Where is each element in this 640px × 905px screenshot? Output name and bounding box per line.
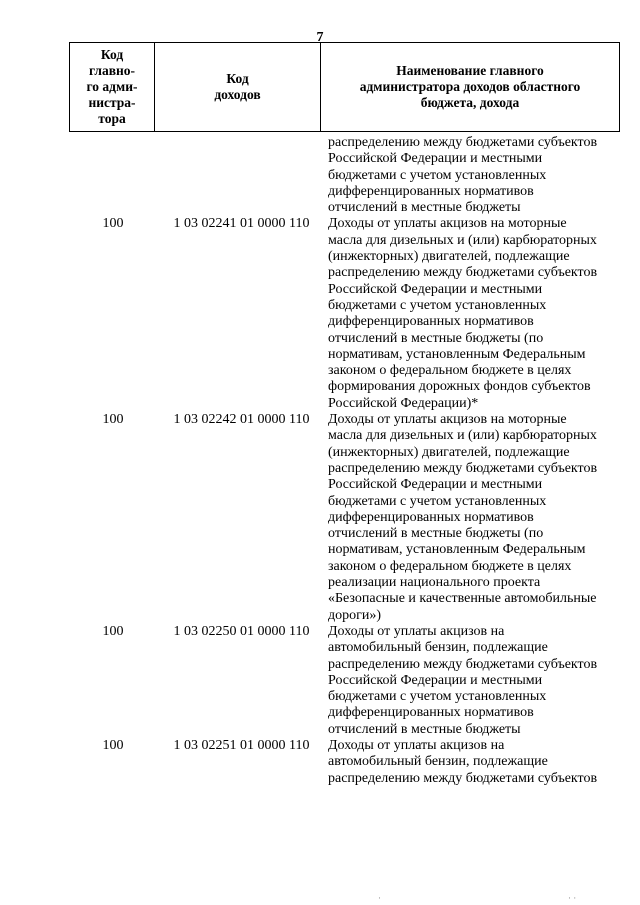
text-line: отчислений в местные бюджеты (по [328,526,544,542]
text-line: автомобильный бензин, подлежащие [328,754,548,770]
admin-code-cell [69,135,157,216]
income-code-cell [157,135,326,216]
text-line: Российской Федерации и местными [328,281,543,297]
text-line: отчислений в местные бюджеты (по [328,330,544,346]
text-line: дифференцированных нормативов [328,509,534,525]
text-line: распределению между бюджетами субъектов [328,135,598,150]
text-line: законом о федеральном бюджете в целях [328,363,572,379]
text-line: Доходы от уплаты акцизов на моторные [328,216,567,232]
text-line: бюджетами с учетом установленных [328,297,547,313]
text-line: Российской Федерации)* [328,395,479,411]
header-name: Наименование главного администратора доходов областного бюджета, дохода [321,43,620,132]
income-code-cell: 1 03 02242 01 0000 110 [173,412,310,428]
text-line: распределению между бюджетами субъектов [328,656,598,672]
table-row [69,216,618,412]
text-line: масла для дизельных и (или) карбюраторных [328,232,597,248]
table-row [69,412,618,624]
text-line: (инжекторных) двигателей, подлежащие [328,444,570,460]
text-line: Российской Федерации и местными [328,672,543,688]
header-income-code: Код доходов [155,43,321,132]
table-header [69,42,620,132]
scan-artifact: · [378,893,381,903]
page-number: 7 [316,30,324,45]
text-line: автомобильный бензин, подлежащие [328,640,548,656]
text-line: бюджетами с учетом установленных [328,493,547,509]
text-line: Российской Федерации и местными [328,477,543,493]
text-line: (инжекторных) двигателей, подлежащие [328,249,570,265]
text-line: «Безопасные и качественные автомобильные [328,591,597,607]
text-line: распределению между бюджетами субъектов [328,265,598,281]
text-line: нормативам, установленным Федеральным [328,346,586,362]
scan-artifact: · · [568,893,577,903]
text-line: нормативам, установленным Федеральным [328,542,586,558]
text-line: отчислений в местные бюджеты [328,200,521,216]
text-line: дифференцированных нормативов [328,705,534,721]
income-code-cell: 1 03 02251 01 0000 110 [173,737,310,753]
table-row [69,738,618,787]
income-code-cell: 1 03 02241 01 0000 110 [173,216,310,232]
text-line: законом о федеральном бюджете в целях [328,558,572,574]
table-body [69,135,618,787]
text-line: реализации национального проекта [328,575,541,591]
admin-code-cell: 100 [102,216,124,232]
text-line: Доходы от уплаты акцизов на [328,737,505,753]
income-name-cell [326,412,620,624]
text-line: отчислений в местные бюджеты [328,721,521,737]
header-admin-code: Код главно- го адми- нистра- тора [70,43,155,132]
income-name-cell [326,216,620,412]
text-line: Российской Федерации и местными [328,151,543,167]
income-name-cell [326,738,620,787]
text-line: распределению между бюджетами субъектов [328,770,598,786]
text-line: дифференцированных нормативов [328,314,534,330]
admin-code-cell: 100 [102,412,124,428]
text-line: Доходы от уплаты акцизов на моторные [328,412,567,428]
text-line: распределению между бюджетами субъектов [328,460,598,476]
text-line: дифференцированных нормативов [328,183,534,199]
text-line: бюджетами с учетом установленных [328,689,547,705]
admin-code-cell: 100 [102,623,124,639]
text-line: масла для дизельных и (или) карбюраторных [328,428,597,444]
text-line: дороги») [328,607,382,623]
table-row [69,135,618,216]
text-line: бюджетами с учетом установленных [328,167,547,183]
income-code-cell: 1 03 02250 01 0000 110 [173,623,310,639]
income-name-cell [326,624,620,738]
text-line: формирования дорожных фондов субъектов [328,379,591,395]
table-row [69,624,618,738]
text-line: Доходы от уплаты акцизов на [328,623,505,639]
admin-code-cell: 100 [102,737,124,753]
income-name-cell [326,135,620,216]
